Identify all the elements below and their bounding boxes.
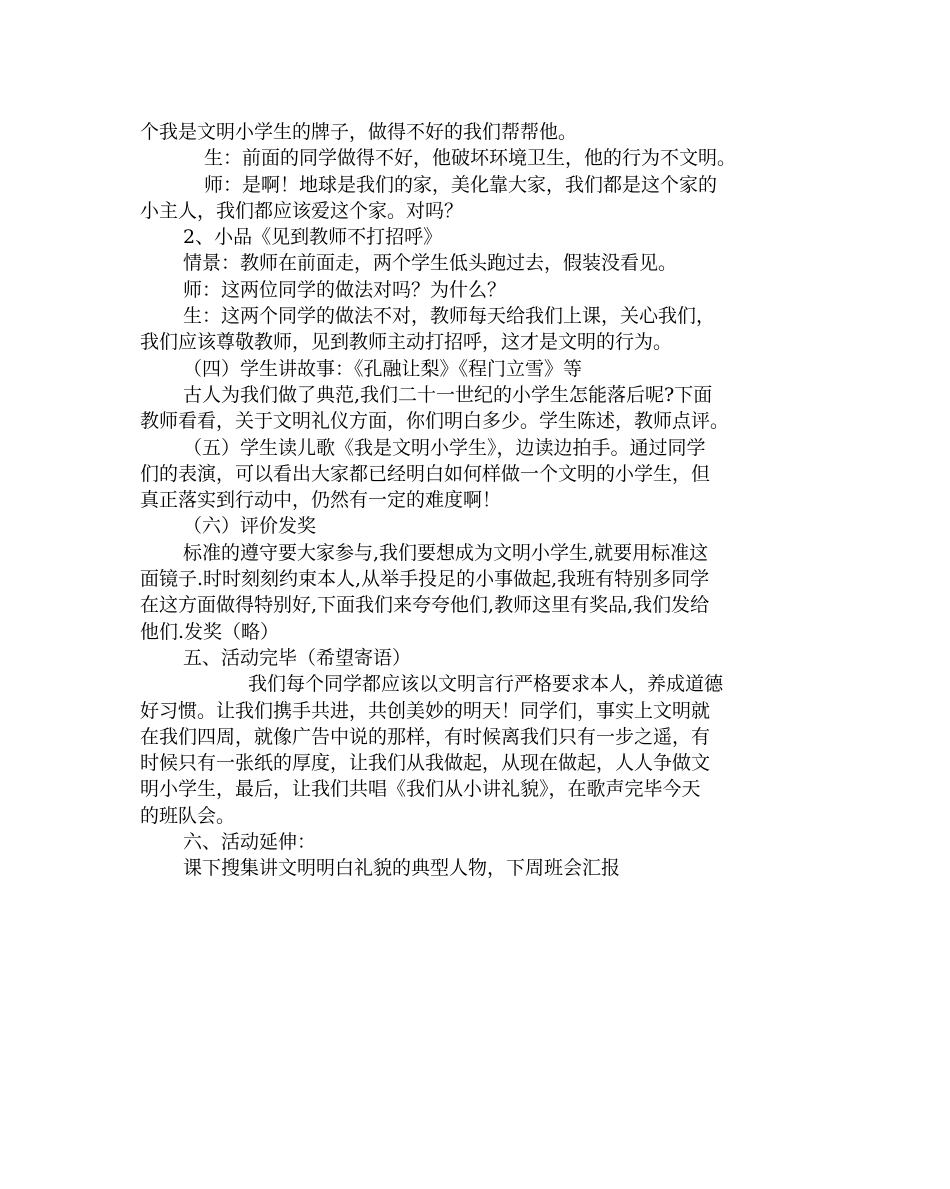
text-line: 师：是啊！地球是我们的家，美化靠大家，我们都是这个家的 [204,173,718,196]
text-line: 课下搜集讲文明明白礼貌的典型人物，下周班会汇报 [183,857,621,880]
text-line: 我们每个同学都应该以文明言行严格要求本人，养成道德 [248,673,724,696]
text-line: 我们应该尊敬教师，见到教师主动打招呼，这才是文明的行为。 [140,331,673,354]
text-line: 们的表演，可以看出大家都已经明白如何样做一个文明的小学生，但 [140,462,711,485]
text-line: 生：这两个同学的做法不对，教师每天给我们上课，关心我们， [183,305,716,328]
section-heading: 五、活动完毕（希望寄语） [183,646,412,669]
text-line: 他们.发奖（略） [140,620,280,643]
section-heading: （六）评价发奖 [183,515,317,538]
section-heading: 六、活动延伸： [183,831,317,854]
text-line: 在我们四周，就像广告中说的那样，有时候离我们只有一步之遥，有 [140,725,711,748]
text-line: 真正落实到行动中，仍然有一定的难度啊！ [140,489,502,512]
text-line: 明小学生，最后，让我们共唱《我们从小讲礼貌》，在歌声完毕今天 [140,778,701,801]
text-line: 情景：教师在前面走，两个学生低头跑过去，假装没看见。 [183,252,678,275]
text-line: 2、小品《见到教师不打招呼》 [183,226,443,249]
text-line: 古人为我们做了典范,我们二十一世纪的小学生怎能落后呢?下面 [183,383,713,406]
text-line: 好习惯。让我们携手共进，共创美妙的明天！同学们，事实上文明就 [140,699,711,722]
text-line: 的班队会。 [140,804,236,827]
text-line: 教师看看，关于文明礼仪方面，你们明白多少。学生陈述，教师点评。 [140,410,730,433]
text-line: 师：这两位同学的做法对吗？为什么？ [183,278,507,301]
section-heading: （五）学生读儿歌《我是文明小学生》，边读边拍手。通过同学 [183,436,706,459]
text-line: 生：前面的同学做得不好，他破坏环境卫生，他的行为不文明。 [204,147,737,170]
document-body [140,119,810,882]
text-line: 小主人，我们都应该爱这个家。对吗？ [140,199,464,222]
text-line: 时候只有一张纸的厚度，让我们从我做起，从现在做起，人人争做文 [140,752,711,775]
section-heading: （四）学生讲故事：《孔融让梨》《程门立雪》等 [183,357,583,380]
text-line: 在这方面做得特别好,下面我们来夸夸他们,教师这里有奖品,我们发给 [140,594,710,617]
text-line: 面镜子.时时刻刻约束本人,从举手投足的小事做起,我班有特别多同学 [140,568,710,591]
text-line: 个我是文明小学生的牌子，做得不好的我们帮帮他。 [140,121,578,143]
text-line: 标准的遵守要大家参与,我们要想成为文明小学生,就要用标准这 [183,541,709,564]
